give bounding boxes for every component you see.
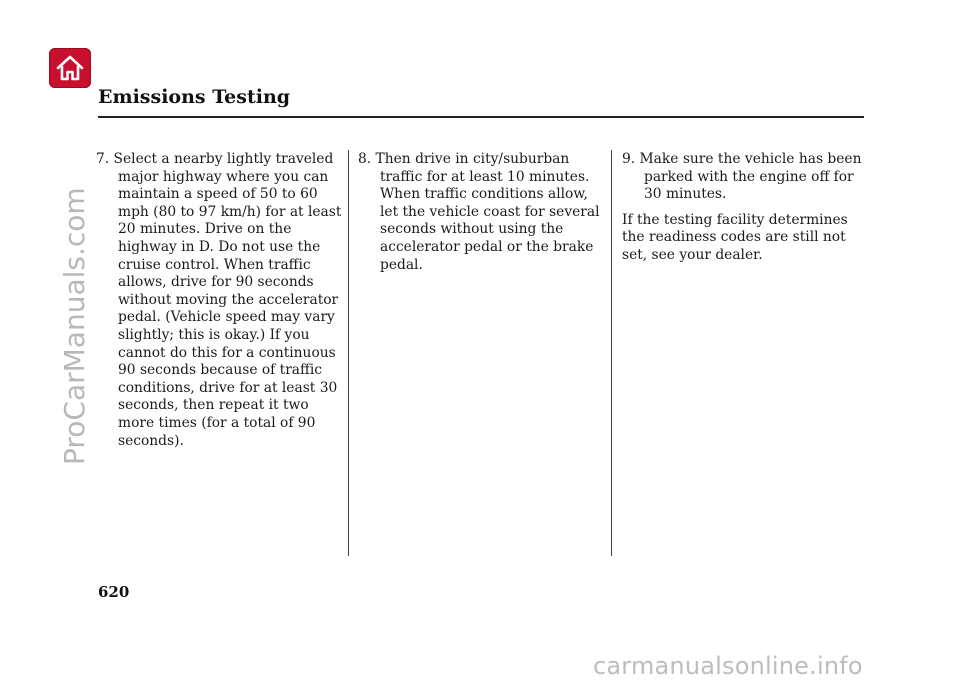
watermark-bottom: carmanualsonline.info <box>593 652 863 680</box>
step-7-text: 7. Select a nearby lightly traveled major highway where you can maintain a speed of 50 to 60 mph (80 to 97 km/h) for at least 20 minutes. Drive on the highway in D. Do not use the cruise control. When traffic allows, drive for 90 seconds without moving the accelerator pedal. (Vehicle speed may vary slightly; this is okay.) If you cannot do this for a continuous 90 seconds because of traffic conditions, drive for at least 30 seconds, then repeat it two more times (for a total of 90 seconds). <box>96 151 342 449</box>
page-number: 620 <box>98 583 130 601</box>
readiness-note: If the testing facility determines the readiness codes are still not set, see your dealer. <box>622 211 848 263</box>
home-icon <box>55 54 85 82</box>
column-3 <box>622 151 862 273</box>
watermark-left: ProCarManuals.com <box>58 187 91 465</box>
column-1 <box>96 151 342 458</box>
column-divider-2 <box>611 150 612 556</box>
home-button[interactable] <box>49 48 91 88</box>
column-divider-1 <box>348 150 349 556</box>
step-9-text: 9. Make sure the vehicle has been parked with the engine off for 30 minutes. <box>622 151 862 203</box>
column-2 <box>358 151 604 282</box>
title-rule <box>98 116 864 118</box>
step-8-text: 8. Then drive in city/suburban traffic for at least 10 minutes. When traffic conditions allow, let the vehicle coast for several seconds without using the accelerator pedal or the brake pedal. <box>358 151 600 273</box>
section-title: Emissions Testing <box>98 86 291 108</box>
